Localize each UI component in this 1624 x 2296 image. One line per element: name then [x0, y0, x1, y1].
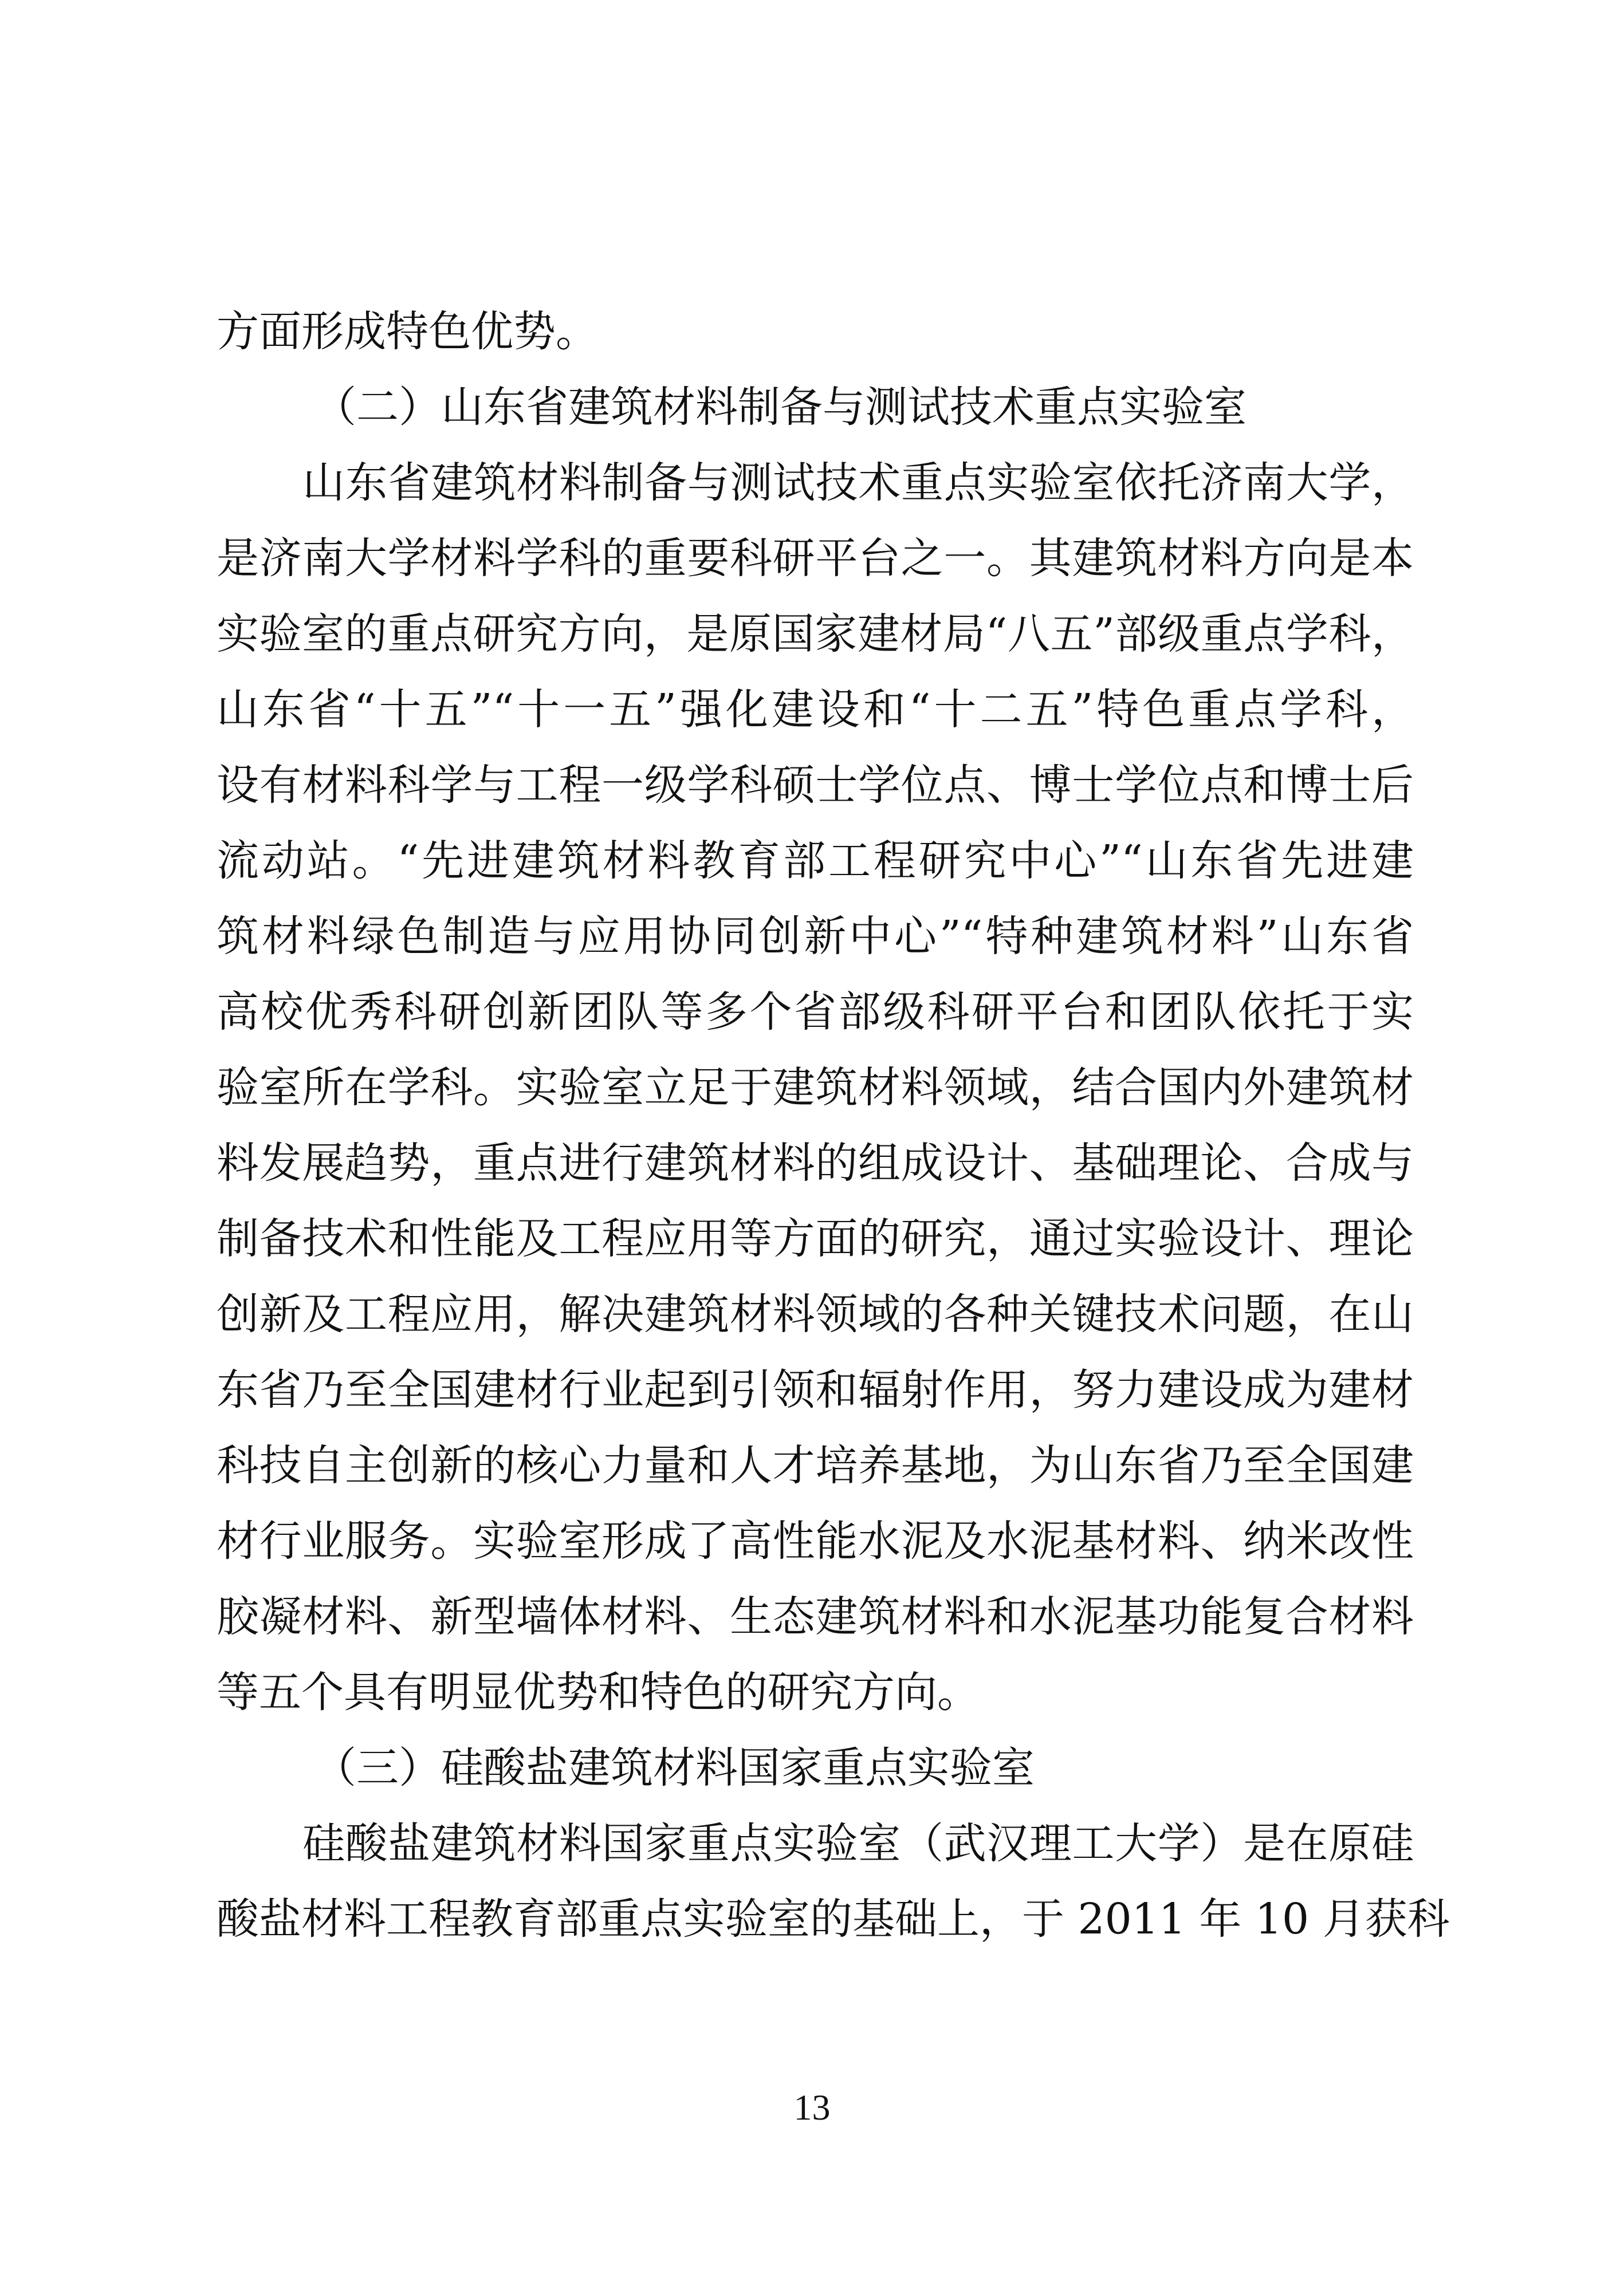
- paragraph-line: 硅酸盐建筑材料国家重点实验室（武汉理工大学）是在原硅: [302, 1819, 1414, 1868]
- page-number: 13: [793, 2087, 831, 2128]
- paragraph-line: 山东省建筑材料制备与测试技术重点实验室依托济南大学，: [302, 458, 1414, 507]
- paragraph-line: 山东省“十五”“十一五”强化建设和“十二五”特色重点学科，: [217, 685, 1414, 734]
- paragraph-line: 方面形成特色优势。: [217, 307, 598, 356]
- paragraph-line: 创新及工程应用，解决建筑材料领域的各种关键技术问题，在山: [217, 1290, 1414, 1339]
- paragraph-line: 实验室的重点研究方向，是原国家建材局“八五”部级重点学科，: [217, 609, 1414, 659]
- paragraph-line: 胶凝材料、新型墙体材料、生态建筑材料和水泥基功能复合材料: [217, 1592, 1414, 1641]
- paragraph-line: 是济南大学材料学科的重要科研平台之一。其建筑材料方向是本: [217, 534, 1414, 583]
- section-heading-3: （三）硅酸盐建筑材料国家重点实验室: [314, 1743, 1035, 1793]
- paragraph-line: 材行业服务。实验室形成了高性能水泥及水泥基材料、纳米改性: [217, 1517, 1414, 1566]
- paragraph-line: 设有材料科学与工程一级学科硕士学位点、博士学位点和博士后: [217, 761, 1414, 810]
- paragraph-line: 制备技术和性能及工程应用等方面的研究，通过实验设计、理论: [217, 1214, 1414, 1263]
- paragraph-line: 酸盐材料工程教育部重点实验室的基础上，于 2011 年 10 月获科: [217, 1895, 1450, 1944]
- paragraph-line: 高校优秀科研创新团队等多个省部级科研平台和团队依托于实: [217, 987, 1414, 1037]
- paragraph-line: 验室所在学科。实验室立足于建筑材料领域，结合国内外建筑材: [217, 1063, 1414, 1112]
- paragraph-line: 等五个具有明显优势和特色的研究方向。: [217, 1668, 980, 1717]
- paragraph-line: 科技自主创新的核心力量和人才培养基地，为山东省乃至全国建: [217, 1441, 1414, 1490]
- paragraph-line: 料发展趋势，重点进行建筑材料的组成设计、基础理论、合成与: [217, 1139, 1414, 1188]
- paragraph-line: 东省乃至全国建材行业起到引领和辐射作用，努力建设成为建材: [217, 1365, 1414, 1415]
- paragraph-line: 流动站。“先进建筑材料教育部工程研究中心”“山东省先进建: [217, 836, 1414, 885]
- section-heading-2: （二）山东省建筑材料制备与测试技术重点实验室: [314, 383, 1246, 432]
- paragraph-line: 筑材料绿色制造与应用协同创新中心”“特种建筑材料”山东省: [217, 912, 1414, 961]
